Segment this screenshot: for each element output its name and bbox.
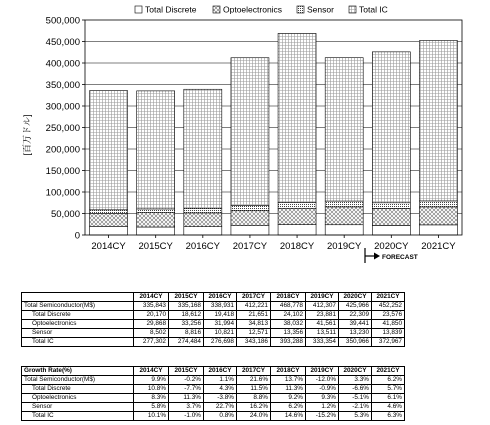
table-cell: 13,356 [271,329,306,338]
table-cell: 393,288 [271,338,306,347]
table-cell: 412,307 [306,302,339,311]
table-cell: 11.5% [237,385,271,394]
table-cell: 338,931 [204,302,237,311]
y-tick-label: 500,000 [45,15,80,27]
table-cell: 412,221 [237,302,271,311]
table-cell: 14.6% [271,412,306,421]
table-row [22,403,405,412]
bar-segment-optoelectronics [184,213,222,227]
table-cell: 34,813 [237,320,271,329]
table1-column-header: 2014CY [134,293,169,302]
table-cell: 350,966 [339,338,372,347]
table-cell: 4.3% [204,385,237,394]
table-cell: 9.3% [306,394,339,403]
bar-segment-total-discrete [90,226,128,235]
table-row [22,385,405,394]
bar-segment-sensor [278,203,316,209]
y-tick-label: 100,000 [45,187,80,199]
legend-label: Total IC [359,4,388,15]
bar-segment-total-discrete [372,225,410,235]
table-cell: 10.8% [134,385,169,394]
bar-segment-total-discrete [231,226,269,235]
legend-swatch [349,6,356,13]
table-cell: 18,612 [169,311,204,320]
bar-segment-total-ic [419,41,457,201]
table-cell: 13,230 [339,329,372,338]
bar-segment-sensor [372,203,410,209]
table2-column-header: 2020CY [339,367,372,376]
table-cell: 11.3% [271,385,306,394]
table-cell: 452,252 [372,302,405,311]
bar-segment-total-ic [137,91,175,209]
table-cell: 8.3% [134,394,169,403]
table-cell: 10.1% [134,412,169,421]
bar-segment-sensor [137,209,175,213]
table-cell: 333,354 [306,338,339,347]
bar-segment-total-ic [231,58,269,206]
row-label: Optoelectronics [22,320,134,329]
forecast-label: FORECAST [382,254,418,261]
table-cell: 29,868 [134,320,169,329]
y-tick-label: 150,000 [45,166,80,177]
table-cell: 8,502 [134,329,169,338]
x-tick-label: 2021CY [421,241,456,252]
table2-column-header: Growth Rate(%) [22,367,134,376]
table1-column-header: 2016CY [204,293,237,302]
y-axis-label: [百万ドル] [22,114,32,156]
bar-segment-optoelectronics [90,213,128,226]
x-tick-label: 2015CY [138,241,173,252]
table2-column-header: 2021CY [372,367,405,376]
table-cell: 38,032 [271,320,306,329]
table2-column-header: 2017CY [237,367,271,376]
table-cell: 39,441 [339,320,372,329]
table-cell: 335,168 [169,302,204,311]
bar-segment-optoelectronics [372,208,410,225]
table-cell: -1.0% [169,412,204,421]
x-tick-label: 2017CY [232,241,268,252]
table-cell: 5.3% [339,412,372,421]
bar-segment-total-discrete [278,225,316,235]
row-label: Total IC [22,338,134,347]
table-cell: 9.9% [134,376,169,385]
table-cell: 1.1% [204,376,237,385]
table-row [22,311,405,320]
y-tick-label: 50,000 [50,209,80,220]
growth-rate-table [21,366,405,421]
table-cell: 6.3% [372,412,405,421]
table-cell: 19,418 [204,311,237,320]
table-cell: 23,576 [372,311,405,320]
table2-column-header: 2016CY [204,367,237,376]
table-cell: -3.8% [204,394,237,403]
legend-swatch [297,6,304,13]
table-cell: 0.8% [204,412,237,421]
bar-segment-total-ic [184,89,222,208]
bar-segment-sensor [90,210,128,214]
table-row [22,338,405,347]
y-tick-label: 450,000 [45,37,80,48]
table-cell: -0.2% [169,376,204,385]
row-label: Sensor [22,329,134,338]
table-cell: 6.2% [372,376,405,385]
table-cell: 20,170 [134,311,169,320]
table1-column-header [22,293,134,302]
table-cell: -6.6% [339,385,372,394]
growth-rate-table-header [22,367,405,376]
table-cell: 33,256 [169,320,204,329]
bar-segment-total-ic [90,91,128,210]
table-cell: 21,651 [237,311,271,320]
table-cell: -12.0% [306,376,339,385]
y-tick-label: 200,000 [45,144,80,156]
table-cell: 372,967 [372,338,405,347]
table-row [22,302,405,311]
table-cell: 277,302 [134,338,169,347]
bar-segment-total-discrete [184,227,222,235]
x-tick-label: 2014CY [91,241,126,252]
table-cell: 4.6% [372,403,405,412]
bar-segment-total-ic [278,33,316,202]
table-cell: 24.0% [237,412,271,421]
table-cell: 343,186 [237,338,271,347]
table-cell: 22,309 [339,311,372,320]
table-cell: 3.3% [339,376,372,385]
table-cell: 10,821 [204,329,237,338]
row-label: Total Semiconductor(M$) [22,302,134,311]
table-cell: 12,571 [237,329,271,338]
table-cell: 23,881 [306,311,339,320]
table-row [22,376,405,385]
bar-segment-total-discrete [419,225,457,235]
bar-segment-sensor [184,208,222,213]
table-row [22,394,405,403]
bar-segment-sensor [325,201,363,207]
table-cell: -2.1% [339,403,372,412]
table-cell: 1.2% [306,403,339,412]
table-cell: 3.7% [169,403,204,412]
bar-segment-optoelectronics [231,211,269,226]
table-cell: 5.8% [134,403,169,412]
table1-column-header: 2020CY [339,293,372,302]
y-tick-label: 250,000 [45,123,80,134]
table-cell: 13,839 [372,329,405,338]
table-cell: -5.1% [339,394,372,403]
bar-segment-sensor [231,205,269,210]
table-cell: -7.7% [169,385,204,394]
table-cell: 335,843 [134,302,169,311]
y-tick-label: 350,000 [45,80,80,91]
table-cell: 6.1% [372,394,405,403]
y-tick-label: 400,000 [45,58,80,70]
table-row [22,329,405,338]
table-cell: 24,102 [271,311,306,320]
y-tick-label: 300,000 [45,101,80,113]
table-cell: 16.2% [237,403,271,412]
bars [90,33,458,235]
bar-segment-optoelectronics [325,207,363,225]
table2-column-header: 2019CY [306,367,339,376]
row-label: Total IC [22,412,134,421]
row-label: Optoelectronics [22,394,134,403]
table-row [22,320,405,329]
bar-segment-optoelectronics [278,208,316,224]
table-cell: 468,778 [271,302,306,311]
table-cell: 274,484 [169,338,204,347]
table1-column-header: 2021CY [372,293,405,302]
chart-legend [135,5,388,15]
x-tick-label: 2020CY [374,241,409,252]
table1-column-header: 2017CY [237,293,271,302]
table-cell: 31,994 [204,320,237,329]
row-label: Sensor [22,403,134,412]
bar-segment-total-ic [372,52,410,203]
y-tick-label: 0 [74,230,80,242]
bar-segment-total-discrete [325,225,363,235]
x-tick-label: 2018CY [279,241,315,252]
table-cell: 41,561 [306,320,339,329]
table-cell: 5.7% [372,385,405,394]
table-cell: 41,850 [372,320,405,329]
table-cell: 8.8% [237,394,271,403]
table-cell: 21.6% [237,376,271,385]
table2-column-header: 2014CY [134,367,169,376]
legend-swatch [135,6,142,13]
bar-segment-optoelectronics [419,207,457,225]
bar-segment-total-ic [325,58,363,201]
table-cell: 9.2% [271,394,306,403]
row-label: Total Discrete [22,385,134,394]
table-cell: 8,816 [169,329,204,338]
table-cell: 13,511 [306,329,339,338]
table-cell: 6.2% [271,403,306,412]
legend-label: Optoelectronics [223,4,283,15]
table-row [22,412,405,421]
table1-column-header: 2019CY [306,293,339,302]
legend-label: Sensor [307,4,334,15]
table-cell: -15.2% [306,412,339,421]
table-cell: 11.3% [169,394,204,403]
table1-column-header: 2018CY [271,293,306,302]
table-cell: 13.7% [271,376,306,385]
row-label: Total Semiconductor(M$) [22,376,134,385]
table-cell: 276,698 [204,338,237,347]
values-table [21,292,405,347]
table2-column-header: 2015CY [169,367,204,376]
table-cell: 425,966 [339,302,372,311]
legend-label: Total Discrete [145,4,197,15]
bar-segment-optoelectronics [137,213,175,227]
bar-segment-total-discrete [137,227,175,235]
table-cell: -0.9% [306,385,339,394]
x-tick-label: 2019CY [327,241,362,252]
bar-segment-sensor [419,201,457,207]
table-cell: 22.7% [204,403,237,412]
row-label: Total Discrete [22,311,134,320]
table1-column-header: 2015CY [169,293,204,302]
legend-swatch [213,6,220,13]
values-table-header [22,293,405,302]
x-tick-label: 2016CY [185,241,220,252]
table2-column-header: 2018CY [271,367,306,376]
